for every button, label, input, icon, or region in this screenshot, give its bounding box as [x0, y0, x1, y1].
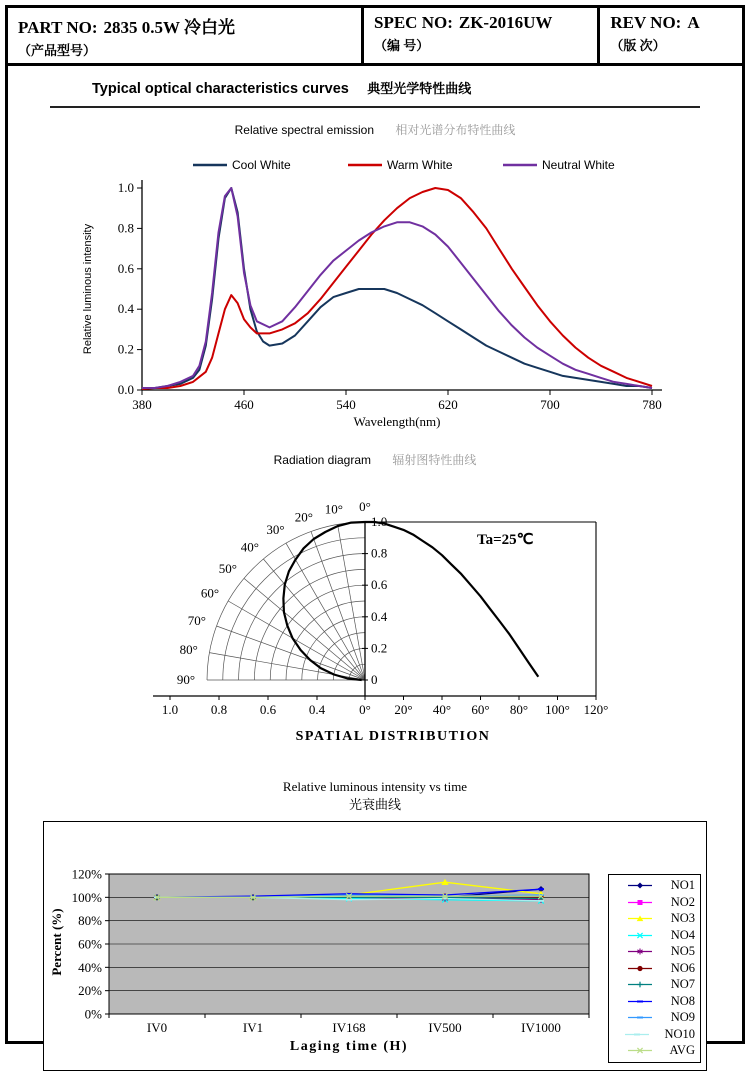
legend-label: NO5	[670, 944, 695, 959]
spec-no-sub: （编 号）	[373, 38, 430, 53]
legend-item-no6	[614, 961, 695, 977]
bottom-left-tick-label: 0.6	[259, 702, 277, 717]
y-tick-label: 0.6	[117, 260, 134, 276]
angle-label: 0°	[359, 499, 371, 514]
radiation-chart-title-en: Radiation diagram	[273, 453, 372, 467]
legend-item-no7	[614, 977, 695, 993]
header-cell-rev-no	[600, 8, 742, 63]
spectral-chart-title	[8, 121, 742, 138]
legend-item-no3	[614, 911, 695, 927]
series-neutral-white	[142, 188, 652, 388]
legend-label: NO4	[670, 927, 695, 942]
radial-tick-label: 0.6	[371, 577, 388, 593]
y-tick-label: 0%	[84, 1006, 102, 1022]
angle-label: 30°	[266, 522, 285, 538]
category-label: IV500	[428, 1020, 462, 1036]
bottom-right-tick-label: 40°	[432, 702, 452, 717]
bottom-right-tick-label: 120°	[583, 702, 609, 717]
angle-label: 40°	[240, 539, 260, 555]
y-tick-label: 0.2	[117, 341, 134, 357]
radiation-diagram-chart	[45, 468, 705, 764]
aging-chart-title	[8, 778, 742, 813]
bottom-right-tick-label: 60°	[471, 702, 490, 717]
legend-item-avg	[614, 1043, 695, 1059]
y-tick-label: 0.8	[117, 220, 134, 236]
legend-label: NO1	[670, 878, 695, 893]
section-title-en: Typical optical characteristics curves	[92, 81, 349, 97]
category-label: IV1	[242, 1020, 264, 1036]
temperature-annotation: Ta=25℃	[477, 532, 534, 548]
header-table	[8, 8, 742, 66]
rev-no-sub: （版 次）	[610, 38, 666, 53]
rev-no-value: A	[687, 13, 700, 32]
x-tick-label: 780	[642, 397, 662, 412]
radial-tick-label: 0.4	[371, 608, 388, 624]
legend-label: NO8	[670, 993, 695, 1008]
x-tick-label: 620	[438, 397, 458, 412]
y-tick-label: 0.4	[117, 301, 134, 317]
radiation-chart-title-cn: 辐射图特性曲线	[392, 453, 477, 467]
legend-marker	[627, 996, 653, 1007]
category-label: IV1000	[521, 1020, 561, 1036]
radial-tick-label: 0	[371, 672, 378, 687]
angle-label: 10°	[324, 501, 344, 517]
header-cell-part-no	[8, 8, 364, 63]
series-cool-white	[142, 188, 652, 388]
bottom-left-tick-label: 1.0	[161, 702, 179, 717]
y-tick-label: 0.0	[117, 382, 134, 397]
bottom-left-tick-label: 0.4	[308, 702, 326, 717]
header-cell-spec-no	[364, 8, 600, 63]
angle-label: 90°	[176, 672, 196, 687]
spec-no-value: ZK-2016UW	[458, 13, 553, 32]
legend-marker	[627, 897, 653, 908]
legend-item-no2	[614, 895, 695, 911]
aging-chart-frame	[43, 821, 707, 1071]
rev-no-label: REV NO:	[610, 13, 682, 32]
legend-label: NO3	[670, 911, 695, 926]
part-no-label: PART NO:	[18, 18, 98, 37]
legend-label: NO6	[670, 960, 695, 975]
legend-label: NO10	[664, 1026, 695, 1041]
legend-label: Neutral White	[542, 158, 615, 172]
y-tick-label: 60%	[78, 936, 102, 952]
legend-marker	[627, 880, 653, 891]
spec-no-label: SPEC NO:	[373, 13, 453, 32]
spectral-emission-chart	[65, 138, 685, 438]
angle-label: 60°	[200, 585, 220, 601]
angle-label: 20°	[294, 509, 313, 525]
y-tick-label: 100%	[71, 889, 102, 905]
section-title-cn: 典型光学特性曲线	[367, 81, 472, 96]
legend-label: Warm White	[387, 158, 453, 172]
category-label: IV168	[332, 1020, 366, 1036]
legend-marker	[627, 913, 653, 924]
legend-marker	[627, 963, 653, 974]
x-tick-label: 700	[540, 397, 560, 412]
y-tick-label: 120%	[71, 866, 102, 882]
x-axis-label: Laging time (H)	[289, 1039, 409, 1055]
bottom-right-tick-label: 0°	[359, 702, 371, 717]
legend-marker	[627, 979, 653, 990]
bottom-left-tick-label: 0.8	[210, 702, 228, 717]
aging-chart-legend	[608, 874, 701, 1063]
legend-item-no1	[614, 878, 695, 894]
aging-chart-title-cn: 光衰曲线	[348, 796, 401, 812]
category-label: IV0	[146, 1020, 168, 1036]
legend-item-no5	[614, 944, 695, 960]
x-tick-label: 460	[234, 397, 254, 412]
legend-label: NO2	[670, 894, 695, 909]
legend-label: AVG	[669, 1043, 695, 1058]
x-axis-label: Wavelength(nm)	[353, 414, 441, 429]
y-tick-label: 40%	[78, 959, 102, 975]
radiation-chart-title	[8, 451, 742, 468]
angle-label: 80°	[179, 642, 198, 657]
x-tick-label: 540	[336, 397, 356, 412]
datasheet-page	[5, 5, 745, 1058]
bottom-right-tick-label: 100°	[545, 702, 570, 717]
spectral-chart-title-cn: 相对光谱分布特性曲线	[395, 123, 516, 137]
legend-label: NO9	[670, 1010, 695, 1025]
radial-tick-label: 0.2	[371, 640, 388, 656]
aging-chart-plot	[56, 834, 616, 1064]
spatial-distribution-label: SPATIAL DISTRIBUTION	[295, 729, 491, 744]
legend-item-no8	[614, 994, 695, 1010]
legend-label: Cool White	[232, 158, 291, 172]
series-warm-white	[142, 188, 652, 389]
y-tick-label: 1.0	[117, 180, 134, 195]
radial-tick-label: 0.8	[371, 545, 388, 561]
legend-marker	[627, 1045, 653, 1056]
angle-label: 50°	[218, 560, 238, 576]
part-no-value: 2835 0.5W 冷白光	[103, 18, 235, 37]
y-tick-label: 20%	[78, 983, 102, 999]
legend-item-no10	[614, 1027, 695, 1043]
legend-marker	[627, 946, 653, 957]
y-tick-label: 80%	[78, 913, 102, 929]
part-no-sub: （产品型号）	[18, 43, 97, 58]
bottom-right-tick-label: 20°	[394, 702, 413, 717]
spectral-chart-title-en: Relative spectral emission	[234, 123, 375, 137]
bottom-right-tick-label: 80°	[509, 702, 529, 717]
legend-item-no9	[614, 1010, 695, 1026]
angle-label: 70°	[187, 612, 206, 628]
legend-item-no4	[614, 928, 695, 944]
legend-marker	[624, 1029, 650, 1040]
aging-y-axis-label: Percent (%)	[49, 908, 64, 976]
x-tick-label: 380	[132, 397, 152, 412]
radial-tick-label: 1.0	[371, 514, 388, 529]
section-title	[50, 78, 700, 108]
legend-label: NO7	[670, 977, 695, 992]
legend-marker	[627, 930, 653, 941]
legend-marker	[627, 1012, 653, 1023]
y-axis-label: Relative luminous intensity	[82, 223, 94, 355]
aging-chart-title-en: Relative luminous intensity vs time	[282, 779, 468, 794]
